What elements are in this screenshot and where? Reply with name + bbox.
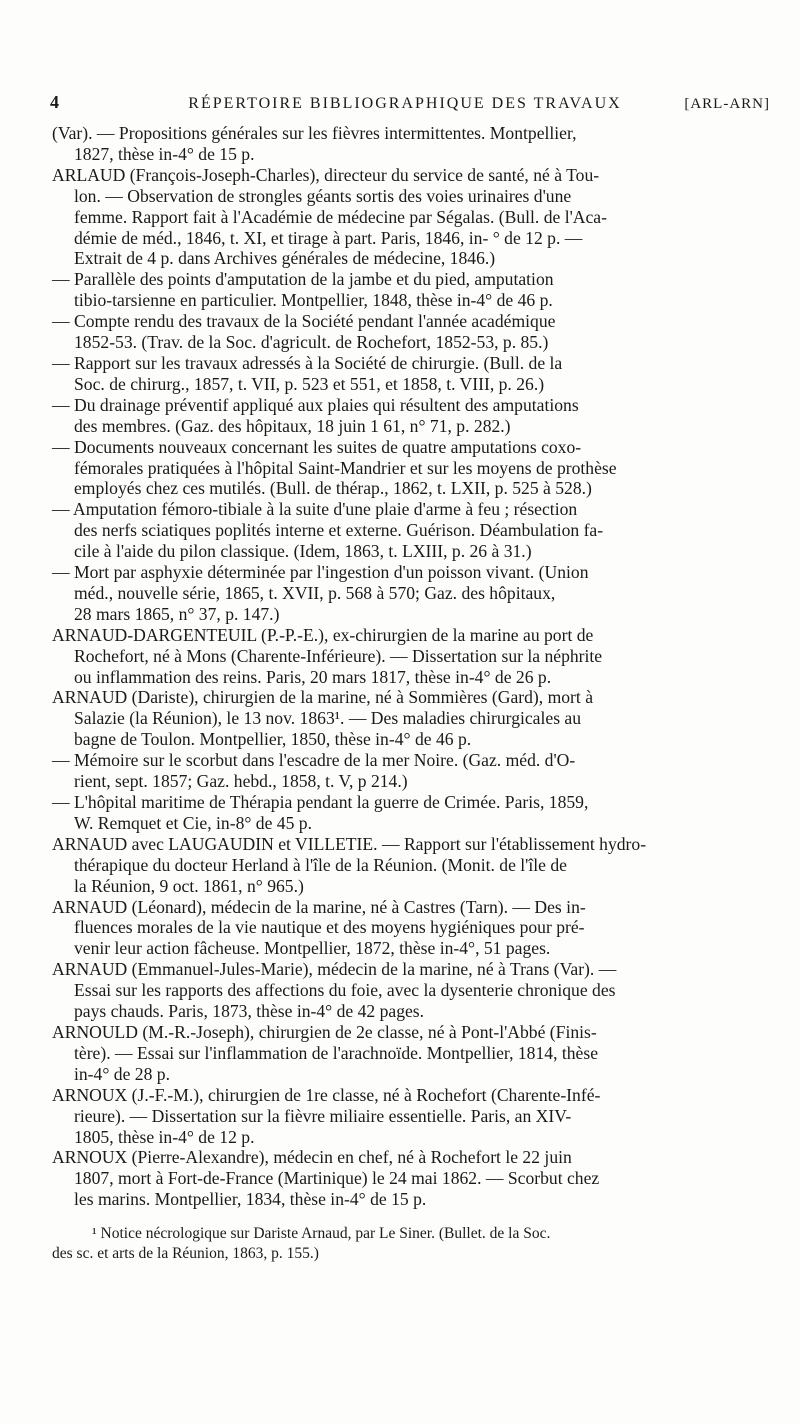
text-line: ARNOUX (J.-F.-M.), chirurgien de 1re classe, né à Rochefort (Charente-Infé- <box>52 1084 601 1105</box>
text-line: (Var). — Propositions générales sur les fièvres intermittentes. Montpellier, <box>52 123 577 143</box>
text-line: — L'hôpital maritime de Thérapia pendant la guerre de Crimée. Paris, 1859, <box>52 792 589 812</box>
page-number: 4 <box>50 92 61 112</box>
footnote-line: des sc. et arts de la Réunion, 1863, p. 155.) <box>52 1245 319 1263</box>
text-line: tère). — Essai sur l'inflammation de l'arachnoïde. Montpellier, 1814, thèse <box>74 1042 599 1063</box>
text-line: tibio-tarsienne en particulier. Montpellier, 1848, thèse in-4° de 46 p. <box>74 290 553 311</box>
text-line: ARNAUD (Emmanuel-Jules-Marie), médecin de la marine, né à Trans (Var). — <box>52 959 617 980</box>
running-head <box>52 92 770 113</box>
footnote <box>52 1224 770 1264</box>
running-title: RÉPERTOIRE BIBLIOGRAPHIQUE DES TRAVAUX <box>188 95 622 112</box>
text-line: la Réunion, 9 oct. 1861, n° 965.) <box>74 875 304 896</box>
text-line: femme. Rapport fait à l'Académie de médecine par Ségalas. (Bull. de l'Aca- <box>74 206 607 227</box>
text-line: Rochefort, né à Mons (Charente-Inférieure). — Dissertation sur la néphrite <box>74 645 603 666</box>
text-line: — Amputation fémoro-tibiale à la suite d'une plaie d'arme à feu ; résection <box>52 499 578 520</box>
text-line: des nerfs sciatiques poplités interne et externe. Guérison. Déambulation fa- <box>74 520 604 541</box>
text-line: venir leur action fâcheuse. Montpellier, 1872, thèse in-4°, 51 pages. <box>74 938 551 959</box>
text-line: ARNAUD (Dariste), chirurgien de la marine, né à Sommières (Gard), mort à <box>52 687 593 708</box>
text-line: — Mémoire sur le scorbut dans l'escadre de la mer Noire. (Gaz. méd. d'O- <box>52 750 576 771</box>
text-line: démie de méd., 1846, t. XI, et tirage à part. Paris, 1846, in- ° de 12 p. — <box>74 227 583 248</box>
text-line: 1852-53. (Trav. de la Soc. d'agricult. de Rochefort, 1852-53, p. 85.) <box>74 332 549 353</box>
text-line: fluences morales de la vie nautique et des moyens hygiéniques pour pré- <box>74 917 585 938</box>
text-line: — Du drainage préventif appliqué aux plaies qui résultent des amputations <box>52 394 579 415</box>
text-line: ARNOULD (M.-R.-Joseph), chirurgien de 2e classe, né à Pont-l'Abbé (Finis- <box>52 1021 597 1042</box>
text-line: Soc. de chirurg., 1857, t. VII, p. 523 et 551, et 1858, t. VIII, p. 26.) <box>74 373 545 394</box>
text-line: ou inflammation des reins. Paris, 20 mars 1817, thèse in-4° de 26 p. <box>74 666 552 687</box>
text-line: W. Remquet et Cie, in-8° de 45 p. <box>74 812 312 833</box>
text-line: 1827, thèse in-4° de 15 p. <box>74 143 255 164</box>
text-line: Extrait de 4 p. dans Archives générales de médecine, 1846.) <box>74 248 496 269</box>
text-line: des membres. (Gaz. des hôpitaux, 18 juin 1 61, n° 71, p. 282.) <box>74 415 511 436</box>
text-line: ARNAUD avec LAUGAUDIN et VILLETIE. — Rapport sur l'établissement hydro- <box>52 833 647 854</box>
text-line: — Parallèle des points d'amputation de la jambe et du pied, amputation <box>52 269 554 290</box>
text-line: cile à l'aide du pilon classique. (Idem, 1863, t. LXIII, p. 26 à 31.) <box>74 541 532 562</box>
text-line: — Rapport sur les travaux adressés à la Société de chirurgie. (Bull. de la <box>52 352 563 373</box>
text-line: thérapique du docteur Herland à l'île de la Réunion. (Monit. de l'île de <box>74 854 567 875</box>
footnote-line: ¹ Notice nécrologique sur Dariste Arnaud, par Le Siner. (Bullet. de la Soc. <box>92 1225 551 1243</box>
text-line: pays chauds. Paris, 1873, thèse in-4° de 42 pages. <box>74 1001 425 1022</box>
entry-range: [ARL-ARN] <box>684 96 770 112</box>
text-line: — Mort par asphyxie déterminée par l'ingestion d'un poisson vivant. (Union <box>52 562 589 583</box>
text-line: fémorales pratiquées à l'hôpital Saint-Mandrier et sur les moyens de prothèse <box>74 457 617 478</box>
text-line: Essai sur les rapports des affections du foie, avec la dysenterie chronique des <box>74 980 616 1001</box>
text-line: — Documents nouveaux concernant les suites de quatre amputations coxo- <box>52 436 582 457</box>
text-line: — Compte rendu des travaux de la Société pendant l'année académique <box>52 311 556 332</box>
bibliography-entries <box>52 123 770 1210</box>
text-line: méd., nouvelle série, 1865, t. XVII, p. 568 à 570; Gaz. des hôpitaux, <box>74 582 556 603</box>
text-line: lon. — Observation de strongles géants sortis des voies urinaires d'une <box>74 185 572 206</box>
text-line: rieure). — Dissertation sur la fièvre miliaire essentielle. Paris, an XIV- <box>74 1105 572 1126</box>
text-line: Salazie (la Réunion), le 13 nov. 1863¹. — Des maladies chirurgicales au <box>74 708 582 729</box>
text-line: ARNAUD (Léonard), médecin de la marine, né à Castres (Tarn). — Des in- <box>52 896 586 917</box>
text-line: 28 mars 1865, n° 37, p. 147.) <box>74 603 280 624</box>
text-line: 1807, mort à Fort-de-France (Martinique) le 24 mai 1862. — Scorbut chez <box>74 1168 600 1189</box>
text-line: les marins. Montpellier, 1834, thèse in-4° de 15 p. <box>74 1189 427 1210</box>
text-line: ARNAUD-DARGENTEUIL (P.-P.-E.), ex-chirurgien de la marine au port de <box>52 624 594 645</box>
footnote-separator <box>52 1210 770 1224</box>
text-line: in-4° de 28 p. <box>74 1063 170 1084</box>
text-line: 1805, thèse in-4° de 12 p. <box>74 1126 255 1147</box>
text-line: bagne de Toulon. Montpellier, 1850, thèse in-4° de 46 p. <box>74 729 472 750</box>
text-line: ARLAUD (François-Joseph-Charles), directeur du service de santé, né à Tou- <box>52 164 600 185</box>
text-line: ARNOUX (Pierre-Alexandre), médecin en chef, né à Rochefort le 22 juin <box>52 1147 572 1168</box>
text-line: rient, sept. 1857; Gaz. hebd., 1858, t. V, p 214.) <box>74 771 408 792</box>
text-line: employés chez ces mutilés. (Bull. de thérap., 1862, t. LXII, p. 525 à 528.) <box>74 478 592 499</box>
